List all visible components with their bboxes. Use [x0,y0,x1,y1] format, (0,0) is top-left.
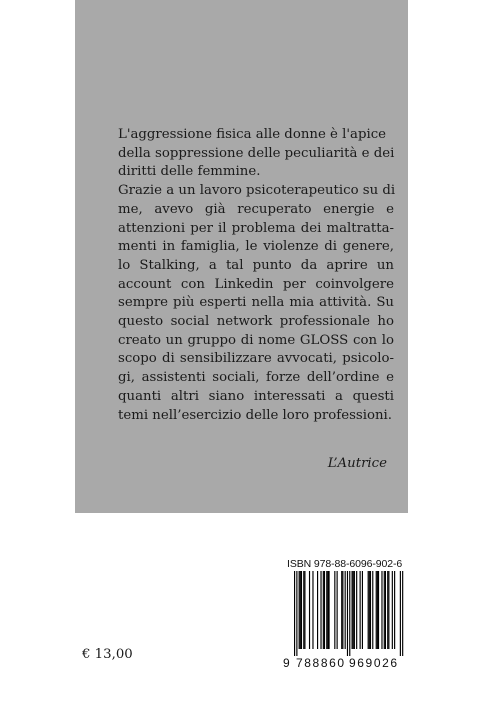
barcode-bar [312,571,313,649]
barcode-bar [329,571,330,649]
barcode-bar [323,571,324,649]
barcode-bar [303,571,304,649]
barcode-bar [376,571,377,649]
barcode-bar [402,571,403,656]
barcode-bars [283,571,408,656]
barcode-bar [317,571,318,649]
blurb-line: sempre più esperti nella mia attività. Su [118,295,394,311]
barcode-bar [300,571,301,649]
barcode-bar [370,571,371,649]
blurb-line: quanti altri siano interessati a questi [118,388,394,404]
blurb-line: della soppressione delle peculiarità e dei [118,145,395,161]
barcode-bar [347,571,348,656]
barcode-bar [385,571,386,649]
barcode-bar [345,571,346,649]
barcode-bar [324,571,325,649]
barcode-bar [309,571,310,649]
blurb-line: Grazie a un lavoro psicoterapeutico su di [118,183,396,199]
author-signature: L’Autrice [327,456,387,471]
barcode-digit-lead: 9 [283,656,290,670]
barcode-bar [387,571,388,649]
blurb-line: L'aggressione fisica alle donne è l'apice [118,127,387,142]
barcode-bar [304,571,305,649]
blurb-line: account con Linkedin per coinvolgere [118,276,394,292]
barcode-bar [301,571,302,649]
barcode-bar [320,571,321,649]
barcode-bar [294,571,295,656]
barcode-bar [349,571,350,656]
barcode-bar [369,571,370,649]
blurb-line: gi, assistenti sociali, forze dell’ordine e [118,370,394,386]
barcode-bar [352,571,353,649]
price: € 13,00 [82,647,133,662]
barcode-bar [392,571,393,649]
barcode-bar [356,571,357,649]
barcode-bar [327,571,328,649]
barcode-bar [368,571,369,649]
barcode-bar [296,571,297,656]
barcode-bar [299,571,300,649]
barcode-bar [372,571,373,649]
barcode-bar [334,571,335,649]
barcode-bar [378,571,379,649]
blurb-line: creato un gruppo di nome GLOSS con lo [118,332,394,348]
blurb-line: menti in famiglia, le violenze di genere, [118,239,394,255]
barcode-bar [381,571,382,649]
barcode-bar [326,571,327,649]
barcode-bar [337,571,338,649]
blurb-line: questo social network professionale ho [118,314,394,330]
isbn-label: ISBN 978-88-6096-902-6 [287,558,403,570]
barcode-bar [353,571,354,649]
barcode-bar [384,571,385,649]
blurb-line: lo Stalking, a tal punto da aprire un [118,257,394,273]
barcode-digits-right: 969026 [349,656,399,670]
blurb-line: diritti delle femmine. [118,164,261,180]
barcode-bar [354,571,355,649]
blurb-line: scopo di sensibilizzare avvocati, psicolo- [118,351,394,367]
barcode-bar [388,571,389,649]
blurb-line: temi nell’esercizio delle loro professioni. [118,407,393,423]
barcode-bar [400,571,401,656]
barcode-bar [394,571,395,649]
barcode-bar [362,571,363,649]
blurb-text [118,126,394,425]
blurb-line: me, avevo già recuperato energie e [118,201,394,217]
blurb-line: attenzioni per il problema dei maltratta- [118,220,394,236]
barcode-bar [377,571,378,649]
barcode [283,571,408,656]
barcode-digits-left: 788860 [296,656,346,670]
barcode-bar [342,571,343,649]
barcode-bar [341,571,342,649]
barcode-bar [360,571,361,649]
